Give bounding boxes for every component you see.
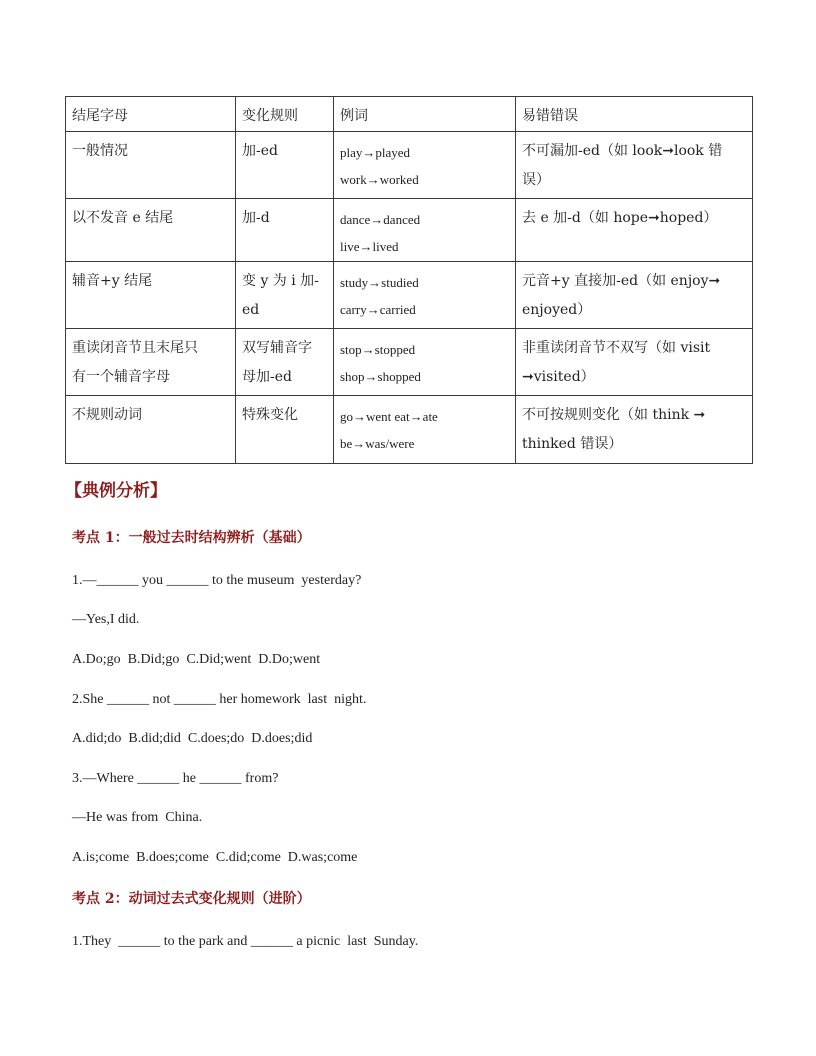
table-cell: go→went eat→ate be→was/were — [334, 396, 516, 464]
table-cell: 加-ed — [236, 132, 334, 199]
table-cell: 以不发音 e 结尾 — [66, 199, 236, 262]
table-cell: 变 y 为 i 加- ed — [236, 262, 334, 329]
table-row — [66, 199, 753, 262]
table-cell: 加-d — [236, 199, 334, 262]
question-line: A.Do;go B.Did;go C.Did;went D.Do;went — [72, 652, 321, 667]
question-line: —He was from China. — [72, 810, 203, 825]
header-cell: 结尾字母 — [66, 97, 236, 132]
question-line: 2.She ______ not ______ her homework last night. — [72, 692, 367, 707]
header-cell: 易错错误 — [516, 97, 753, 132]
table-cell: 双写辅音字 母加-ed — [236, 329, 334, 396]
table-row — [66, 132, 753, 199]
table-cell: dance→danced live→lived — [334, 199, 516, 262]
question-line: A.did;do B.did;did C.does;do D.does;did — [72, 731, 313, 746]
table-cell: 不可按规则变化（如 think ➞ thinked 错误） — [516, 396, 753, 464]
table-cell: 元音+y 直接加-ed（如 enjoy➞ enjoyed） — [516, 262, 753, 329]
table-cell: 不规则动词 — [66, 396, 236, 464]
question-line: —Yes,I did. — [72, 612, 140, 627]
verb-rules-table — [65, 96, 753, 464]
table-header-row — [66, 97, 753, 132]
table-row — [66, 329, 753, 396]
question-line: 3.—Where ______ he ______ from? — [72, 771, 279, 786]
table-cell: 特殊变化 — [236, 396, 334, 464]
table-cell: study→studied carry→carried — [334, 262, 516, 329]
table-cell: 去 e 加-d（如 hope➞hoped） — [516, 199, 753, 262]
kaodian-2-title: 考点 2：动词过去式变化规则（进阶） — [72, 891, 311, 907]
question-line: A.is;come B.does;come C.did;come D.was;come — [72, 850, 358, 865]
table-cell: 重读闭音节且末尾只 有一个辅音字母 — [66, 329, 236, 396]
header-cell: 例词 — [334, 97, 516, 132]
table-cell: stop→stopped shop→shopped — [334, 329, 516, 396]
table-row — [66, 396, 753, 464]
question-line: 1.They ______ to the park and ______ a picnic last Sunday. — [72, 934, 419, 949]
table-cell: 一般情况 — [66, 132, 236, 199]
question-line: 1.—______ you ______ to the museum yesterday? — [72, 573, 362, 588]
table-cell: 不可漏加-ed（如 look➞look 错 误） — [516, 132, 753, 199]
table-cell: 辅音+y 结尾 — [66, 262, 236, 329]
header-cell: 变化规则 — [236, 97, 334, 132]
table-row — [66, 262, 753, 329]
table-cell: play→played work→worked — [334, 132, 516, 199]
section-title: 【典例分析】 — [65, 481, 167, 501]
table-cell: 非重读闭音节不双写（如 visit ➞visited） — [516, 329, 753, 396]
kaodian-1-title: 考点 1：一般过去时结构辨析（基础） — [72, 530, 311, 546]
